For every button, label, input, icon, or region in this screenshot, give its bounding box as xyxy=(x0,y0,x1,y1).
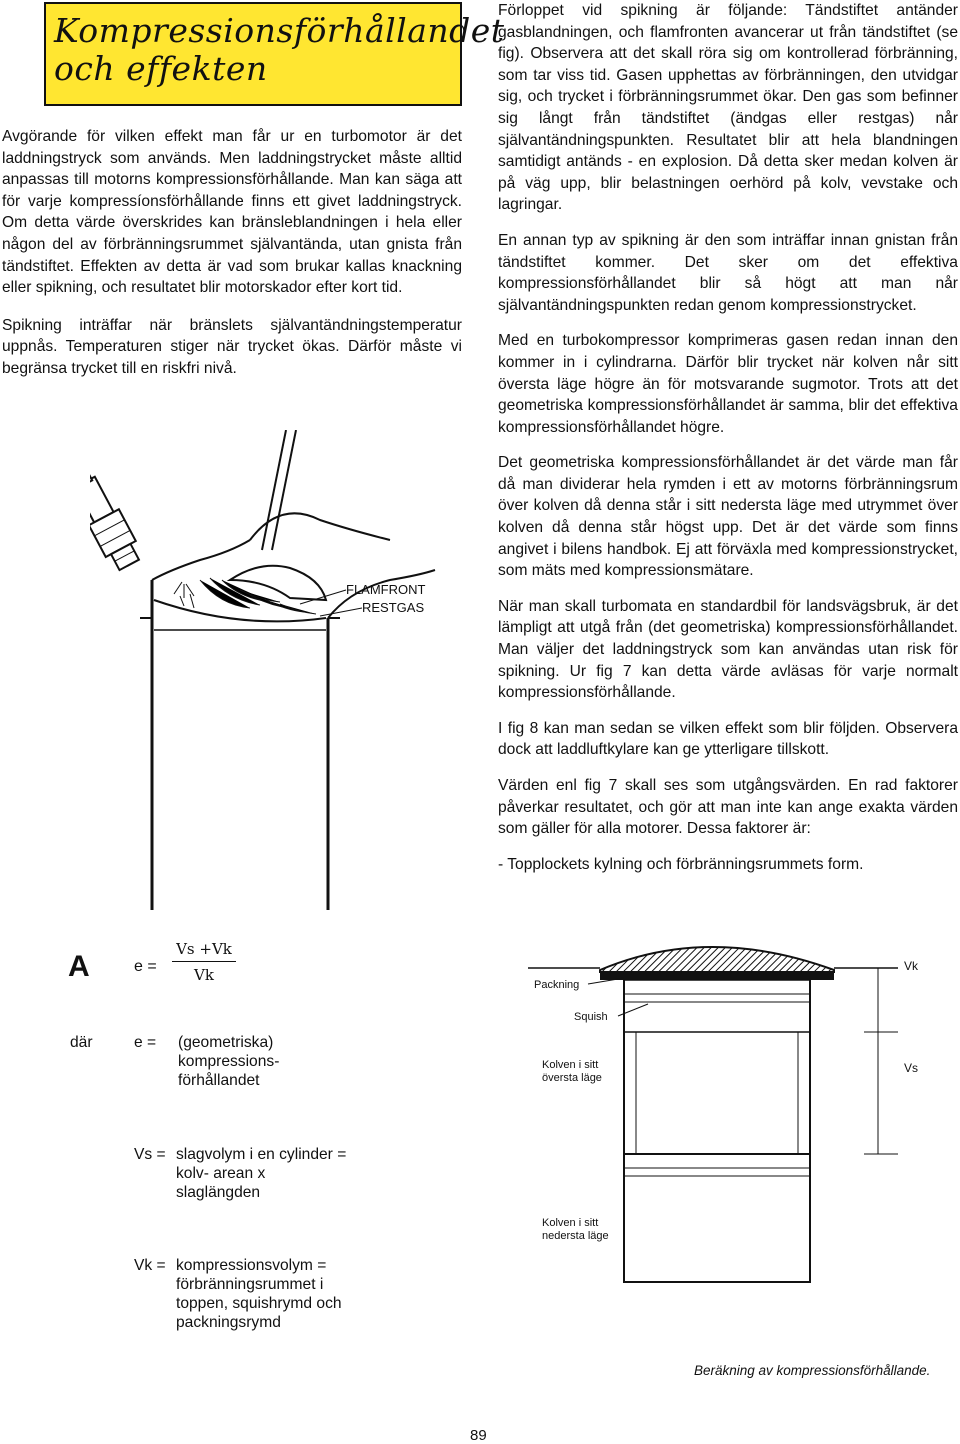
left-paragraph-1: Avgörande för vilken effekt man får ur en turbomotor är det laddningstryck som används. Men laddningstrycket måste alltid anpassas till motorns kompressionsförhållande. Man kan säga att för varje kompressíonsförhållande finns ett givet laddningstryck. Om detta värde överskrides kan bränsleblandningen i hela eller någon del av förbränningsrummet självantända, utan gnista från tändstiftet. Effekten av detta är vad som brukar kallas knackning eller spikning, och resultatet blir motorskador efter kort tid. xyxy=(2,128,462,297)
title-line-1: Kompressionsförhållandet xyxy=(54,11,505,50)
label-kolven-top-1: Kolven i sitt xyxy=(542,1059,599,1071)
label-kolven-bottom-1: Kolven i sitt xyxy=(542,1217,599,1229)
right-paragraph-7: Värden enl fig 7 skall ses som utgångsvärden. En rad faktorer påverkar resultatet, och gör att man inte kan ange exakta värden som gäller för alla motorer. Dessa faktorer är: xyxy=(498,777,958,838)
definition-e-value: (geometriska) kompressions- förhållandet xyxy=(178,1034,280,1089)
right-paragraph-5: När man skall turbomata en standardbil för landsvägsbruk, är det lämpligt att utgå från (det geometriska) kompressionsförhållandet. Man väljer det laddningstryck som kan användas utan risk för spikning. Ur fig 7 kan detta värde avläsas för varje normalt kompressionsförhållande. xyxy=(498,597,958,702)
left-paragraph-2: Spikning inträffar när bränslets självantändningstemperatur uppnås. Temperaturen stiger när trycket ökas. Därför måste vi begränsa trycket till en riskfri nivå. xyxy=(2,316,462,377)
definition-vk xyxy=(134,1256,374,1336)
title-box xyxy=(44,2,505,106)
right-paragraph-8: - Topplockets kylning och förbränningsrummets form. xyxy=(498,855,864,873)
figure-caption: Beräkning av kompressionsförhållande. xyxy=(694,1363,931,1378)
definition-vs xyxy=(134,1145,364,1205)
right-paragraph-4: Det geometriska kompressionsförhållandet är det värde man får då man dividerar hela rymden i ett av motorns förbränningsrum över kolven då denna står i sitt nedersta läge med utrymmet över kolven då denna står högst upp. Det är det värde som finns angivet i bilens handbok. Ej att förväxla med kompressionstrycket, som mäts med kompressionsmätare. xyxy=(498,454,958,580)
formula-letter: A xyxy=(68,950,90,983)
title-line-2: och effekten xyxy=(54,49,268,88)
right-paragraph-3: Med en turbokompressor komprimeras gasen redan innan den kommer in i cylindrarna. Därför blir trycket när kolven når sitt översta läge högre än för motsvarande sugmotor. Trots att det geometriska kompressionsförhållandet är samma, blir det effektiva kompressionsförhållandet högre. xyxy=(498,332,958,436)
formula-denominator: Vk xyxy=(194,966,214,984)
definition-vk-value: kompressionsvolym = förbränningsrummet i toppen, squishrymd och packningsrymd xyxy=(176,1257,342,1331)
cylinder-figure xyxy=(528,932,948,1292)
formula-fraction xyxy=(172,940,236,984)
right-paragraph-1: Förloppet vid spikning är följande: Tändstiftet antänder gasblandningen, och flamfronten avancerar ut från tändstiftet (se fig). Observera att det skall röra sig om kontrollerad förbränning, som tar viss tid. Gasen upphettas av förbränningen, den utvidgar sig, och trycket i förbränningsrummet ökar. Den gas som befinner sig långt från tändstiftet (ändgas eller restgas) når självantändningspunkten. Resultatet blir att hela blandningen samtidigt antänds - en explosion. Då detta sker medan kolven är på väg upp, blir belastningen oerhörd på kolv, vevstake och lagringar. xyxy=(498,2,958,214)
label-flamfront: FLAMFRONT xyxy=(346,582,426,597)
definition-vs-value: slagvolym i en cylinder = kolv- arean x slaglängden xyxy=(176,1146,347,1201)
label-kolven-top-2: översta läge xyxy=(542,1072,602,1084)
formula-numerator: Vs +Vk xyxy=(172,940,236,962)
right-column xyxy=(498,0,958,889)
engine-figure xyxy=(90,430,450,910)
label-vk: Vk xyxy=(904,959,919,973)
right-paragraph-6: I fig 8 kan man sedan se vilken effekt som blir följden. Observera dock att laddluftkylare kan ge ytterligare tillskott. xyxy=(498,719,958,759)
label-vs: Vs xyxy=(904,1061,919,1075)
label-squish: Squish xyxy=(574,1011,608,1023)
left-column xyxy=(2,126,462,396)
label-kolven-bottom-2: nedersta läge xyxy=(542,1230,609,1242)
formula-lhs: e = xyxy=(134,958,157,975)
definition-e-key: e = xyxy=(134,1034,157,1051)
definition-vs-key: Vs = xyxy=(134,1146,166,1163)
right-paragraph-2: En annan typ av spikning är den som inträffar innan gnistan från tändstiftet kommer. Det sker om det effektiva kompressionsförhållandet blir så högt att man når självantändningspunkten redan genom kompressionstrycket. xyxy=(498,231,958,314)
definition-where: där xyxy=(70,1034,93,1051)
definition-e xyxy=(70,1033,370,1093)
label-restgas: RESTGAS xyxy=(362,600,425,615)
definition-vk-key: Vk = xyxy=(134,1257,166,1274)
page-number: 89 xyxy=(470,1427,487,1444)
label-packning: Packning xyxy=(534,979,580,991)
